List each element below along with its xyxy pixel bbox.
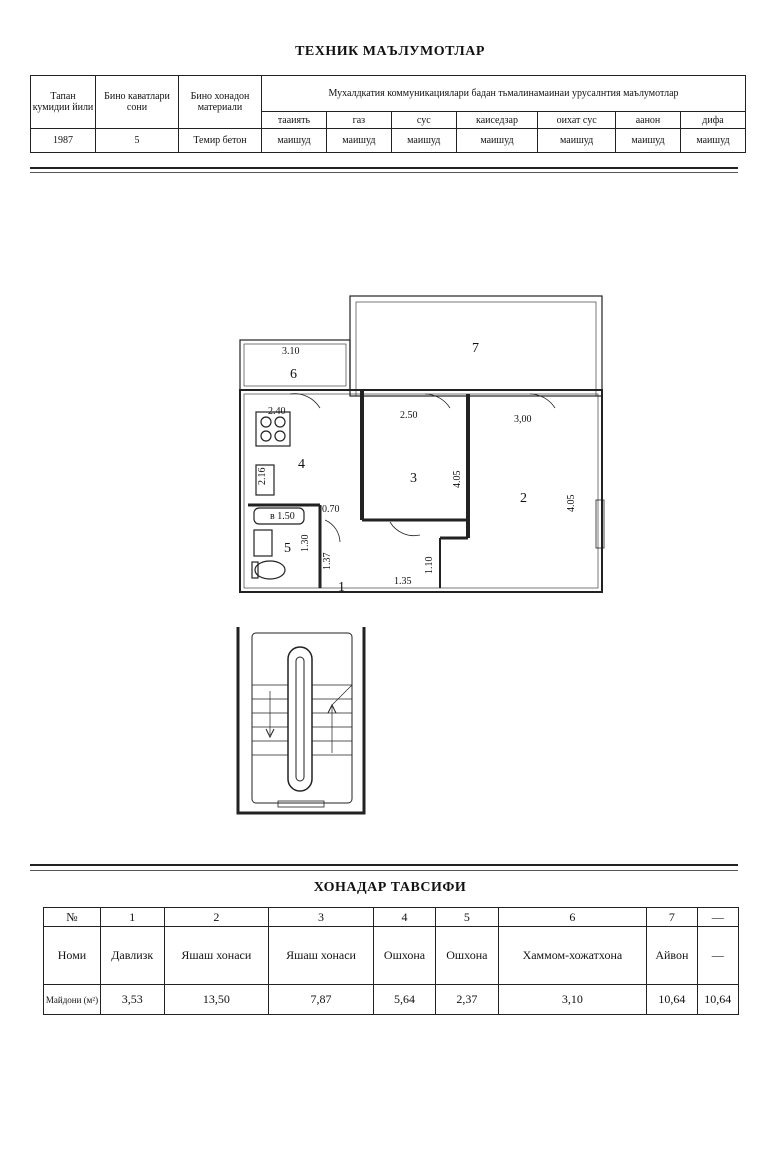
section-divider-bottom <box>30 864 738 866</box>
room-name: Давлизк <box>101 927 165 985</box>
technical-data-table <box>30 75 746 153</box>
toilet-icon <box>255 561 285 579</box>
row-label-area: Майдони (м²) <box>44 985 101 1015</box>
dim-label: 2.40 <box>268 406 286 417</box>
row-label-name: Номи <box>44 927 101 985</box>
room-area: 10,64 <box>697 985 738 1015</box>
utility-col-other: дифа <box>680 112 745 129</box>
room-label-5: 5 <box>284 541 291 556</box>
apartment-outline <box>240 390 602 592</box>
utility-col-elevator: аанон <box>616 112 681 129</box>
dim-label: 4.05 <box>566 494 577 512</box>
dim-label: в 1.50 <box>270 511 295 522</box>
room-name: Ошхона <box>373 927 435 985</box>
room-name: Яшаш хонаси <box>269 927 374 985</box>
dim-label: 1.37 <box>322 552 333 570</box>
apartment-description-title: ХОНАДАР ТАВСИФИ <box>313 880 467 895</box>
room-name: Хаммом-хожатхона <box>498 927 647 985</box>
utility-col-heating: тааиять <box>262 112 327 129</box>
room-area: 5,64 <box>373 985 435 1015</box>
apartment-description-table <box>43 907 739 1015</box>
value-utility: маишуд <box>326 129 391 153</box>
room-name: Яшаш хонаси <box>164 927 269 985</box>
room-label-6: 6 <box>290 367 297 382</box>
col-number: 7 <box>647 908 697 927</box>
room-area: 7,87 <box>269 985 374 1015</box>
dim-label: 1.35 <box>394 576 412 587</box>
value-utility: маишуд <box>391 129 456 153</box>
col-number: 6 <box>498 908 647 927</box>
technical-data-title: ТЕХНИК МАЪЛУМОТЛАР <box>295 44 485 59</box>
washbasin-icon <box>254 530 272 556</box>
col-number: 5 <box>436 908 498 927</box>
value-utility: маишуд <box>456 129 538 153</box>
dim-label: 1.10 <box>424 556 435 574</box>
floor-plan <box>230 290 610 610</box>
dim-label: 2.16 <box>257 467 268 485</box>
value-utility: маишуд <box>538 129 616 153</box>
room-area: 3,10 <box>498 985 647 1015</box>
header-year: Тапан кумидии йили <box>31 76 96 129</box>
col-number: 2 <box>164 908 269 927</box>
room-name: Ошхона <box>436 927 498 985</box>
room-label-7: 7 <box>472 341 479 356</box>
room-label-3: 3 <box>410 471 417 486</box>
col-number: 1 <box>101 908 165 927</box>
room-label-1: 1 <box>338 580 345 595</box>
room-area: 10,64 <box>647 985 697 1015</box>
room-area: 13,50 <box>164 985 269 1015</box>
col-number: 4 <box>373 908 435 927</box>
stove-icon <box>256 412 290 446</box>
col-number: — <box>697 908 738 927</box>
dim-label: 3,00 <box>514 414 532 425</box>
dim-label: 4.05 <box>452 470 463 488</box>
section-divider-bottom-thin <box>30 870 738 871</box>
staircase-plan <box>234 625 369 817</box>
utility-col-gas: газ <box>326 112 391 129</box>
value-utility: маишуд <box>616 129 681 153</box>
dim-label: 0.70 <box>322 504 340 515</box>
dim-label: 3.10 <box>282 346 300 357</box>
room-area: 2,37 <box>436 985 498 1015</box>
row-label-number: № <box>44 908 101 927</box>
value-year: 1987 <box>31 129 96 153</box>
header-utilities: Мухалдкатия коммуникациялари бадан тьмалинамаинаи урусалнтия маълумотлар <box>262 76 746 112</box>
header-material: Бино хонадон материали <box>179 76 262 129</box>
header-floors: Бино каватлари сони <box>96 76 179 129</box>
utility-col-water: сус <box>391 112 456 129</box>
value-utility: маишуд <box>262 129 327 153</box>
value-material: Темир бетон <box>179 129 262 153</box>
col-number: 3 <box>269 908 374 927</box>
section-divider-top <box>30 167 738 169</box>
value-floors: 5 <box>96 129 179 153</box>
utility-col-sewer: каиседзар <box>456 112 538 129</box>
room-name: Айвон <box>647 927 697 985</box>
section-divider-top-thin <box>30 172 738 173</box>
room-label-2: 2 <box>520 491 527 506</box>
room-name: — <box>697 927 738 985</box>
value-utility: маишуд <box>680 129 745 153</box>
dim-label: 1.30 <box>300 534 311 552</box>
utility-col-hot-water: оихат сус <box>538 112 616 129</box>
room-label-4: 4 <box>298 457 305 472</box>
room-area: 3,53 <box>101 985 165 1015</box>
dim-label: 2.50 <box>400 410 418 421</box>
